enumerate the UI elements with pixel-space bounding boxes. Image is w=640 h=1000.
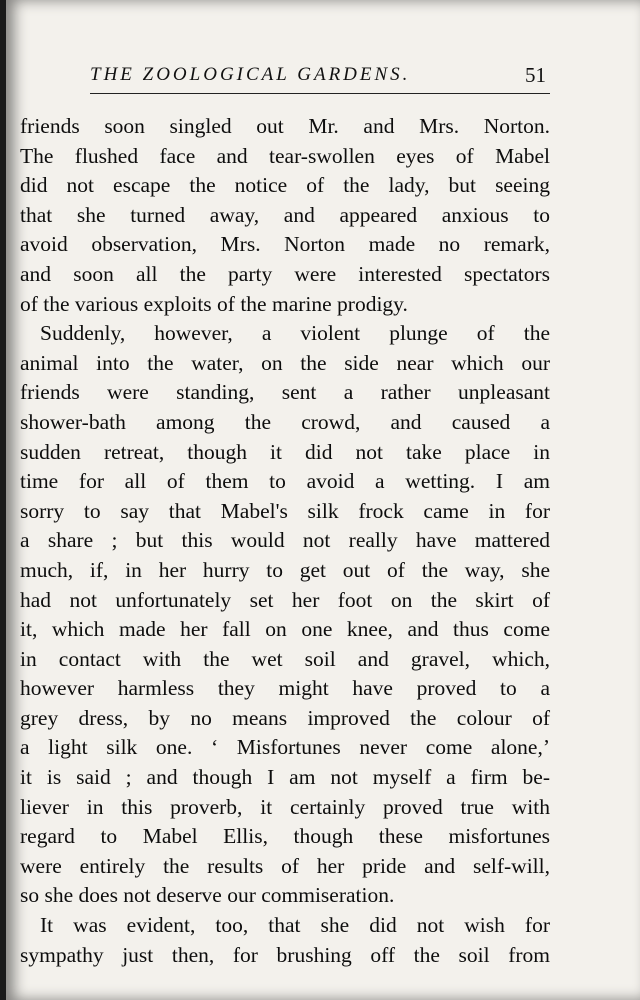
text-line: sorry to say that Mabel's silk frock came in for <box>20 498 550 523</box>
text-line: avoid observation, Mrs. Norton made no remark, <box>20 232 550 257</box>
page-number: 51 <box>525 63 546 87</box>
body-text <box>20 112 550 970</box>
header-rule <box>90 93 550 94</box>
text-line: did not escape the notice of the lady, but seeing <box>20 173 550 198</box>
book-page <box>6 0 640 1000</box>
text-line: friends were standing, sent a rather unpleasant <box>20 380 550 405</box>
text-line: were entirely the results of her pride and self-will, <box>20 853 550 878</box>
text-line: grey dress, by no means improved the colour of <box>20 705 550 730</box>
text-line: it, which made her fall on one knee, and thus come <box>20 617 550 642</box>
text-line: time for all of them to avoid a wetting. I am <box>20 469 550 494</box>
text-line: it is said ; and though I am not myself a firm be- <box>20 765 550 790</box>
text-line: of the various exploits of the marine prodigy. <box>20 291 408 316</box>
text-line: shower-bath among the crowd, and caused a <box>20 409 550 434</box>
text-line: It was evident, too, that she did not wish for <box>40 913 550 938</box>
running-title: THE ZOOLOGICAL GARDENS. <box>90 64 411 85</box>
text-line: had not unfortunately set her foot on the skirt of <box>20 587 550 612</box>
text-line: much, if, in her hurry to get out of the way, she <box>20 557 550 582</box>
text-line: regard to Mabel Ellis, though these misfortunes <box>20 824 550 849</box>
text-line: liever in this proverb, it certainly proved true with <box>20 794 550 819</box>
text-line: in contact with the wet soil and gravel, which, <box>20 646 550 671</box>
text-line: sudden retreat, though it did not take place in <box>20 439 550 464</box>
text-line: however harmless they might have proved to a <box>20 676 550 701</box>
text-line: that she turned away, and appeared anxious to <box>20 202 550 227</box>
text-line: friends soon singled out Mr. and Mrs. Norton. <box>20 114 550 138</box>
text-line: The flushed face and tear-swollen eyes of Mabel <box>20 143 550 168</box>
text-line: sympathy just then, for brushing off the soil from <box>20 942 550 967</box>
text-line: animal into the water, on the side near which our <box>20 350 550 375</box>
text-line: a share ; but this would not really have mattered <box>20 528 550 553</box>
text-line: Suddenly, however, a violent plunge of the <box>40 321 550 346</box>
text-line: a light silk one. ‘ Misfortunes never come alone,’ <box>20 735 550 760</box>
running-head <box>90 60 550 96</box>
text-line: and soon all the party were interested spectators <box>20 261 550 286</box>
text-line: so she does not deserve our commiseration. <box>20 883 395 908</box>
